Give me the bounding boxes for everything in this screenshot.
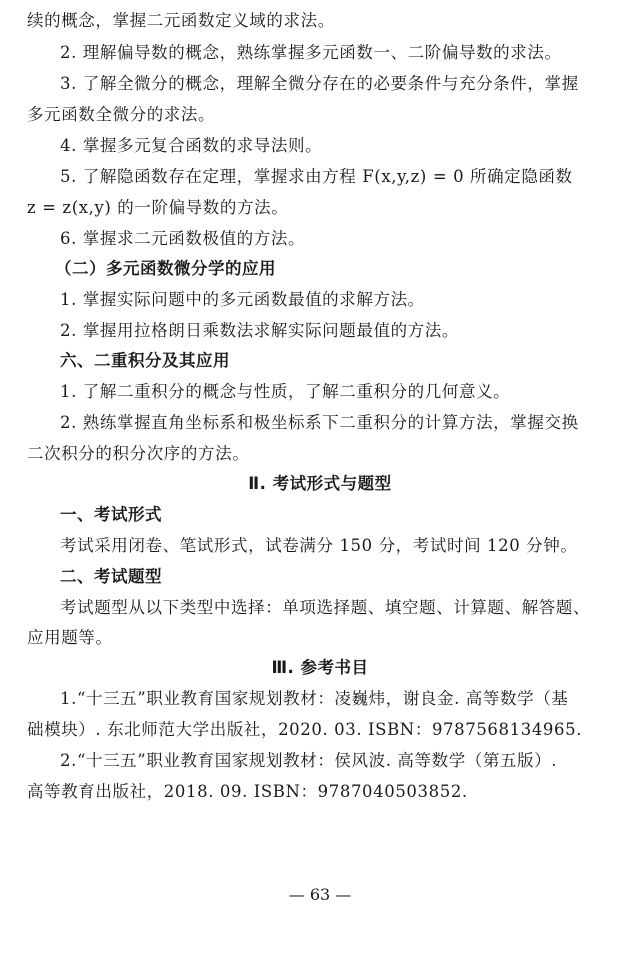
text-line: 1. 掌握实际问题中的多元函数最值的求解方法。 xyxy=(60,290,425,309)
section-heading: 一、考试形式 xyxy=(60,505,162,524)
text-line: 应用题等。 xyxy=(27,628,113,647)
text-line: 4. 掌握多元复合函数的求导法则。 xyxy=(60,136,323,155)
text-line: 2. 掌握用拉格朗日乘数法求解实际问题最值的方法。 xyxy=(60,321,459,340)
text-line: 3. 了解全微分的概念，理解全微分存在的必要条件与充分条件，掌握 xyxy=(60,74,579,93)
text-line: 6. 掌握求二元函数极值的方法。 xyxy=(60,229,306,248)
text-line: 础模块）. 东北师范大学出版社，2020. 03. ISBN：9787568134965. xyxy=(27,720,583,739)
text-line: z = z(x,y) 的一阶偏导数的方法。 xyxy=(27,198,289,217)
chapter-heading: Ⅱ. 考试形式与题型 xyxy=(248,474,392,493)
text-line: 多元函数全微分的求法。 xyxy=(27,105,216,124)
section-heading: （二）多元函数微分学的应用 xyxy=(55,259,276,278)
text-line: 2. 熟练掌握直角坐标系和极坐标系下二重积分的计算方法，掌握交换 xyxy=(60,413,579,432)
text-line: 1.“十三五”职业教育国家规划教材：凌巍炜，谢良金. 高等数学（基 xyxy=(60,689,569,708)
text-line: 5. 了解隐函数存在定理，掌握求由方程 F(x,y,z) = 0 所确定隐函数 xyxy=(60,167,573,186)
text-line: 1. 了解二重积分的概念与性质，了解二重积分的几何意义。 xyxy=(60,382,511,401)
section-heading: 六、二重积分及其应用 xyxy=(60,351,230,370)
text-line: 2. 理解偏导数的概念，熟练掌握多元函数一、二阶偏导数的求法。 xyxy=(60,43,562,62)
text-line: 二次积分的积分次序的方法。 xyxy=(27,444,250,463)
text-line: 高等教育出版社，2018. 09. ISBN：9787040503852. xyxy=(27,782,468,801)
text-line: 2.“十三五”职业教育国家规划教材：侯风波. 高等数学（第五版）. xyxy=(60,751,558,770)
text-line: 考试采用闭卷、笔试形式，试卷满分 150 分，考试时间 120 分钟。 xyxy=(60,536,578,555)
page-number: — 63 — xyxy=(288,885,352,904)
chapter-heading: Ⅲ. 参考书目 xyxy=(271,658,369,677)
text-line: 考试题型从以下类型中选择：单项选择题、填空题、计算题、解答题、 xyxy=(60,598,591,617)
section-heading: 二、考试题型 xyxy=(60,567,162,586)
text-line: 续的概念，掌握二元函数定义域的求法。 xyxy=(27,11,335,30)
